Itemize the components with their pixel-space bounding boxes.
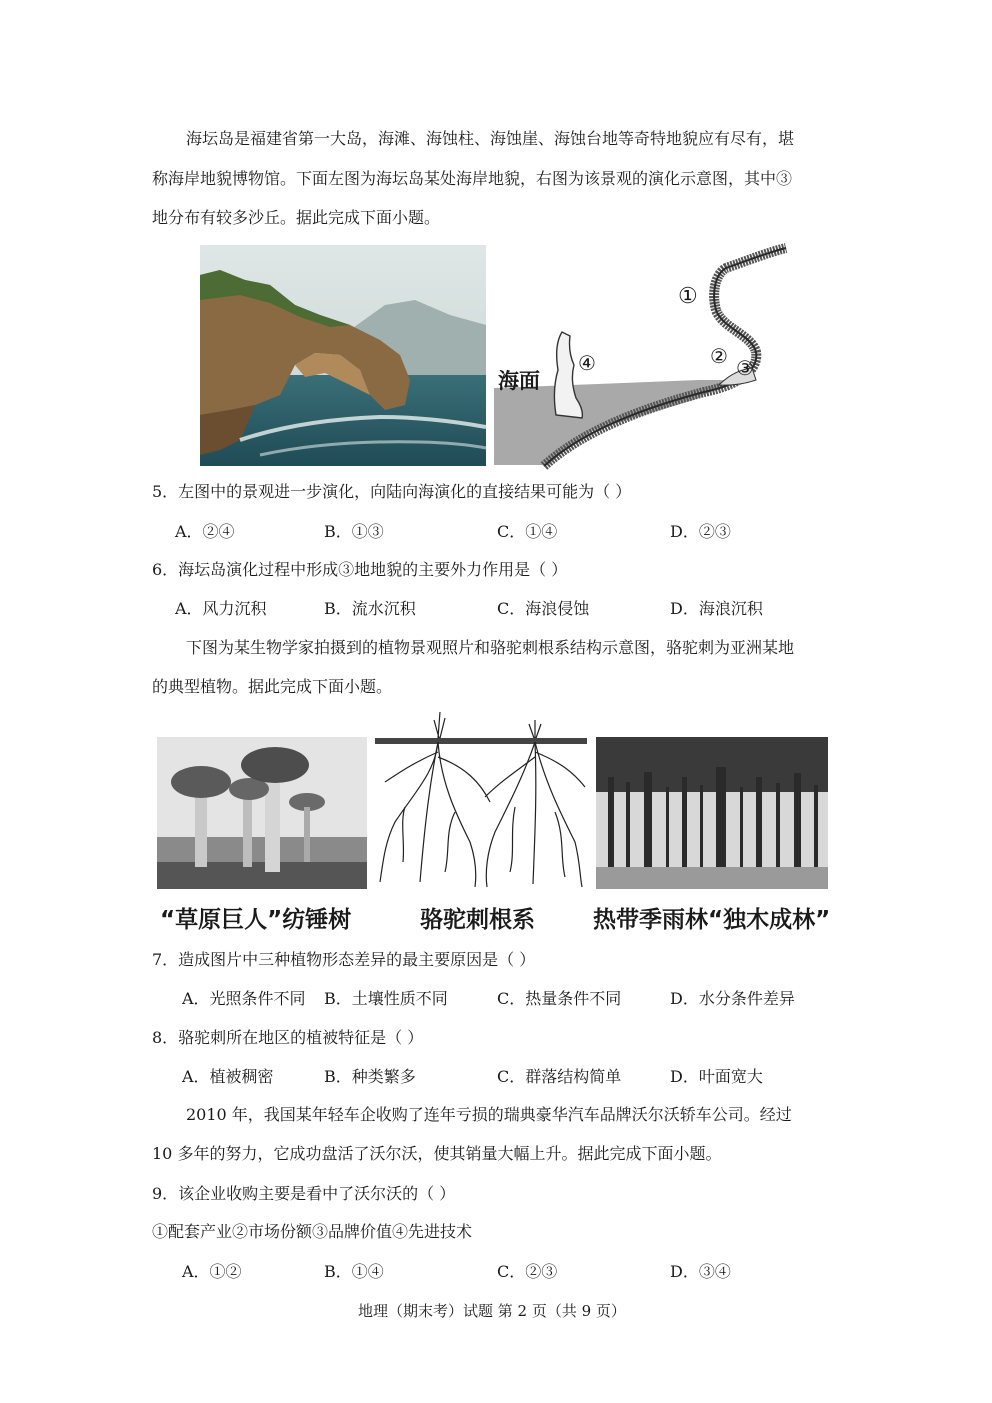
q6-stem: 6．海坛岛演化过程中形成③地地貌的主要外力作用是（ ） xyxy=(152,560,568,579)
label-2: ② xyxy=(710,344,728,368)
evolution-diagram xyxy=(494,240,794,470)
q9-items: ①配套产业②市场份额③品牌价值④先进技术 xyxy=(152,1222,473,1241)
page-footer: 地理（期末考）试题 第 2 页（共 9 页） xyxy=(358,1302,626,1320)
caption-banyan: 热带季雨林“独木成林” xyxy=(593,907,831,933)
q7-options xyxy=(182,988,822,1010)
q8-option-a[interactable]: A．植被稠密 xyxy=(182,1067,274,1086)
sea-arch-photo xyxy=(200,245,486,466)
q8-stem: 8．骆驼刺所在地区的植被特征是（ ） xyxy=(152,1028,424,1047)
q5-option-b[interactable]: B．①③ xyxy=(324,522,384,541)
baobab-photo xyxy=(157,737,367,889)
q9-option-c[interactable]: C．②③ xyxy=(497,1262,558,1281)
q9-stem: 9．该企业收购主要是看中了沃尔沃的（ ） xyxy=(152,1184,456,1203)
q6-option-b[interactable]: B．流水沉积 xyxy=(324,599,416,618)
passage3-line2: 10 多年的努力，它成功盘活了沃尔沃，使其销量大幅上升。据此完成下面小题。 xyxy=(152,1144,722,1163)
label-sea-level: 海面 xyxy=(498,369,540,393)
q9-options xyxy=(182,1261,822,1283)
q5-option-c[interactable]: C．①④ xyxy=(497,522,558,541)
caption-baobab: “草原巨人”纺锤树 xyxy=(160,907,352,933)
passage3-line1: 2010 年，我国某年轻车企收购了连年亏损的瑞典豪华汽车品牌沃尔沃轿车公司。经过 xyxy=(186,1105,792,1124)
q8-option-b[interactable]: B．种类繁多 xyxy=(324,1067,416,1086)
q5-option-d[interactable]: D．②③ xyxy=(670,522,731,541)
label-1: ① xyxy=(678,284,698,309)
q8-option-d[interactable]: D．叶面宽大 xyxy=(670,1067,763,1086)
q8-options xyxy=(182,1066,822,1088)
q7-option-d[interactable]: D．水分条件差异 xyxy=(670,989,795,1008)
passage2-line1: 下图为某生物学家拍摄到的植物景观照片和骆驼刺根系结构示意图，骆驼刺为亚洲某地 xyxy=(186,638,795,657)
q6-option-c[interactable]: C．海浪侵蚀 xyxy=(497,599,590,618)
banyan-forest-photo xyxy=(596,737,828,889)
q5-stem: 5．左图中的景观进一步演化，向陆向海演化的直接结果可能为（ ） xyxy=(152,482,632,501)
q6-option-d[interactable]: D．海浪沉积 xyxy=(670,599,763,618)
passage2-line2: 的典型植物。据此完成下面小题。 xyxy=(152,677,393,696)
q9-option-d[interactable]: D．③④ xyxy=(670,1262,731,1281)
q5-options xyxy=(175,521,775,543)
q7-option-c[interactable]: C．热量条件不同 xyxy=(497,989,622,1008)
passage1-line1: 海坛岛是福建省第一大岛，海滩、海蚀柱、海蚀崖、海蚀台地等奇特地貌应有尽有，堪 xyxy=(186,129,795,148)
label-3: ③ xyxy=(736,356,754,380)
q9-option-a[interactable]: A．①② xyxy=(182,1262,242,1281)
q7-option-b[interactable]: B．土壤性质不同 xyxy=(324,989,448,1008)
q8-option-c[interactable]: C．群落结构简单 xyxy=(497,1067,622,1086)
q5-option-a[interactable]: A．②④ xyxy=(175,522,235,541)
label-4: ④ xyxy=(578,351,596,375)
passage1-line3: 地分布有较多沙丘。据此完成下面小题。 xyxy=(152,208,441,227)
q6-option-a[interactable]: A．风力沉积 xyxy=(175,599,267,618)
passage1-line2: 称海岸地貌博物馆。下面左图为海坛岛某处海岸地貌，右图为该景观的演化示意图，其中③ xyxy=(152,169,793,188)
q6-options xyxy=(175,598,815,620)
caption-camelthorn: 骆驼刺根系 xyxy=(420,907,535,933)
q7-stem: 7．造成图片中三种植物形态差异的最主要原因是（ ） xyxy=(152,950,536,969)
q7-option-a[interactable]: A．光照条件不同 xyxy=(182,989,306,1008)
camelthorn-root-diagram xyxy=(375,712,587,890)
q9-option-b[interactable]: B．①④ xyxy=(324,1262,384,1281)
